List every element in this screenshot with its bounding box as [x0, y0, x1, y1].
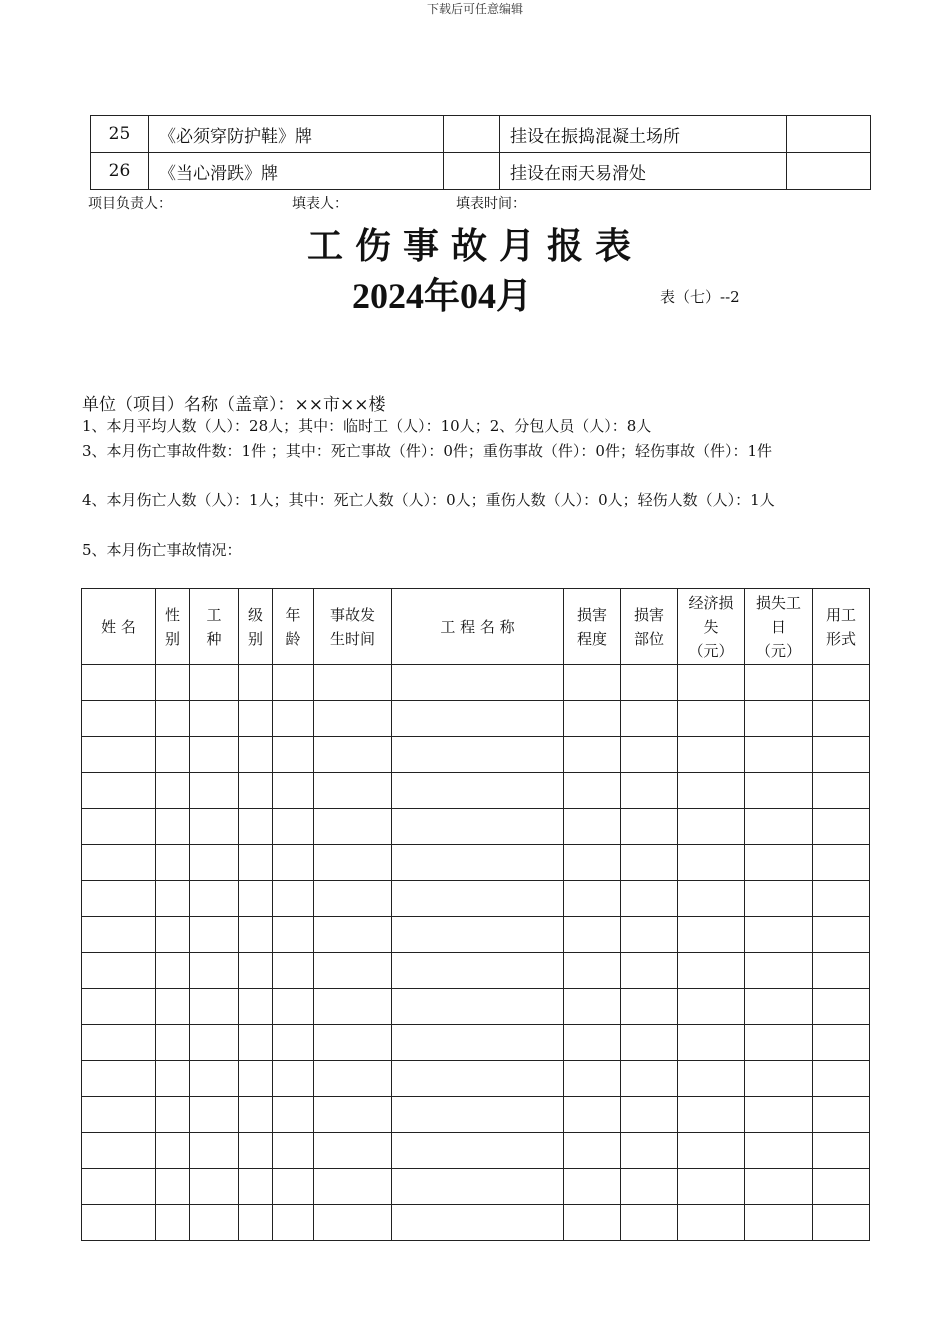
table-cell — [745, 845, 813, 881]
table-cell — [156, 1061, 190, 1097]
table-cell — [621, 737, 678, 773]
table-cell — [190, 1061, 239, 1097]
table-cell — [678, 1169, 745, 1205]
table-cell — [745, 989, 813, 1025]
table-cell — [82, 665, 156, 701]
table-cell — [314, 1061, 392, 1097]
table-cell — [621, 1169, 678, 1205]
table-cell — [82, 737, 156, 773]
table-cell — [239, 881, 273, 917]
table-cell — [745, 809, 813, 845]
table-cell — [190, 881, 239, 917]
table-cell — [678, 773, 745, 809]
table-cell — [273, 773, 314, 809]
table-cell — [564, 701, 621, 737]
accident-table — [81, 588, 870, 1241]
table-cell — [314, 737, 392, 773]
table-cell — [273, 881, 314, 917]
table-cell — [82, 1205, 156, 1241]
table-cell — [273, 737, 314, 773]
table-cell — [82, 1097, 156, 1133]
table-cell — [239, 1025, 273, 1061]
table-cell — [745, 773, 813, 809]
table-cell — [745, 737, 813, 773]
table-row — [82, 809, 870, 845]
table-cell — [239, 1169, 273, 1205]
table-cell — [392, 737, 564, 773]
table-cell — [273, 1061, 314, 1097]
sign-location: 挂设在振捣混凝土场所 — [500, 116, 787, 153]
table-cell — [813, 665, 870, 701]
table-cell — [156, 701, 190, 737]
table-cell — [392, 1097, 564, 1133]
table-cell — [273, 845, 314, 881]
info-line-2: 3、本月伤亡事故件数：1件 ；其中：死亡事故（件）：0件；重伤事故（件）：0件；轻伤事故（件）：1件 — [82, 442, 772, 460]
table-cell — [678, 953, 745, 989]
table-cell — [392, 881, 564, 917]
table-cell — [564, 737, 621, 773]
table-cell — [621, 917, 678, 953]
filler-label: 填表人： — [292, 196, 348, 212]
table-cell — [678, 665, 745, 701]
col-time: 事故发 生时间 — [314, 589, 392, 665]
table-cell — [813, 881, 870, 917]
table-cell — [621, 1061, 678, 1097]
table-cell — [156, 1097, 190, 1133]
table-cell — [678, 917, 745, 953]
table-cell — [678, 1205, 745, 1241]
table-row — [82, 845, 870, 881]
table-cell — [156, 989, 190, 1025]
table-cell — [678, 1061, 745, 1097]
table-cell — [813, 773, 870, 809]
table-cell — [314, 773, 392, 809]
table-cell — [813, 917, 870, 953]
table-cell — [564, 1169, 621, 1205]
table-cell — [314, 1169, 392, 1205]
table-row — [82, 1025, 870, 1061]
col-days: 损失工 日 （元） — [745, 589, 813, 665]
table-cell — [314, 1205, 392, 1241]
table-cell — [239, 1097, 273, 1133]
table-cell — [314, 953, 392, 989]
table-row — [82, 773, 870, 809]
table-cell — [392, 989, 564, 1025]
table-row — [82, 881, 870, 917]
table-cell — [273, 809, 314, 845]
table-row — [82, 701, 870, 737]
table-cell — [564, 989, 621, 1025]
table-cell — [239, 917, 273, 953]
table-cell — [82, 845, 156, 881]
col-project: 工 程 名 称 — [392, 589, 564, 665]
table-cell — [239, 1133, 273, 1169]
table-cell — [314, 989, 392, 1025]
table-row — [82, 1133, 870, 1169]
table-row — [91, 153, 871, 190]
table-cell — [273, 701, 314, 737]
table-cell — [239, 989, 273, 1025]
table-cell — [564, 1133, 621, 1169]
empty-cell — [444, 153, 500, 190]
table-cell — [273, 953, 314, 989]
table-cell — [392, 773, 564, 809]
table-cell — [745, 917, 813, 953]
row-number: 26 — [91, 153, 149, 190]
signage-table — [90, 115, 871, 190]
table-cell — [564, 953, 621, 989]
table-cell — [392, 845, 564, 881]
table-cell — [273, 1025, 314, 1061]
col-severity: 损害 程度 — [564, 589, 621, 665]
empty-cell — [787, 153, 871, 190]
table-row — [82, 665, 870, 701]
table-cell — [156, 1133, 190, 1169]
page-title: 工伤事故月报表 — [306, 226, 643, 267]
table-cell — [392, 953, 564, 989]
col-sex: 性 别 — [156, 589, 190, 665]
table-cell — [813, 809, 870, 845]
table-cell — [678, 1025, 745, 1061]
table-cell — [621, 881, 678, 917]
table-cell — [273, 989, 314, 1025]
table-cell — [314, 1025, 392, 1061]
table-cell — [621, 773, 678, 809]
table-cell — [273, 1133, 314, 1169]
table-cell — [678, 881, 745, 917]
table-cell — [239, 665, 273, 701]
table-cell — [564, 773, 621, 809]
table-cell — [314, 845, 392, 881]
col-grade: 级 别 — [239, 589, 273, 665]
sign-name: 《当心滑跌》牌 — [149, 153, 444, 190]
table-cell — [621, 701, 678, 737]
table-cell — [564, 665, 621, 701]
table-cell — [621, 989, 678, 1025]
table-cell — [813, 701, 870, 737]
table-cell — [239, 701, 273, 737]
table-cell — [621, 809, 678, 845]
table-cell — [239, 809, 273, 845]
table-cell — [156, 917, 190, 953]
table-cell — [678, 1133, 745, 1169]
table-cell — [745, 953, 813, 989]
table-cell — [813, 989, 870, 1025]
table-cell — [156, 1205, 190, 1241]
table-cell — [745, 1097, 813, 1133]
table-cell — [190, 917, 239, 953]
table-cell — [564, 809, 621, 845]
table-cell — [314, 665, 392, 701]
table-cell — [156, 665, 190, 701]
empty-cell — [444, 116, 500, 153]
table-cell — [621, 953, 678, 989]
table-cell — [156, 1169, 190, 1205]
table-cell — [82, 701, 156, 737]
table-cell — [190, 1133, 239, 1169]
table-cell — [190, 773, 239, 809]
table-cell — [392, 1205, 564, 1241]
table-cell — [813, 845, 870, 881]
table-cell — [745, 1205, 813, 1241]
table-cell — [314, 917, 392, 953]
table-cell — [745, 1025, 813, 1061]
table-row — [82, 737, 870, 773]
table-cell — [813, 1205, 870, 1241]
table-cell — [392, 1061, 564, 1097]
col-trade: 工 种 — [190, 589, 239, 665]
table-cell — [239, 1061, 273, 1097]
table-cell — [745, 1133, 813, 1169]
table-cell — [156, 773, 190, 809]
manager-label: 项目负责人： — [88, 196, 172, 212]
table-cell — [314, 701, 392, 737]
col-part: 损害 部位 — [621, 589, 678, 665]
header-row — [82, 589, 870, 665]
table-cell — [564, 845, 621, 881]
table-cell — [190, 1169, 239, 1205]
table-cell — [156, 845, 190, 881]
table-cell — [745, 1061, 813, 1097]
table-cell — [621, 1025, 678, 1061]
info-line-4: 5、本月伤亡事故情况： — [82, 541, 242, 559]
col-name: 姓 名 — [82, 589, 156, 665]
table-cell — [621, 1097, 678, 1133]
table-cell — [190, 1205, 239, 1241]
table-cell — [813, 1133, 870, 1169]
table-cell — [82, 989, 156, 1025]
table-cell — [273, 1205, 314, 1241]
table-cell — [239, 953, 273, 989]
sign-location: 挂设在雨天易滑处 — [500, 153, 787, 190]
sign-name: 《必须穿防护鞋》牌 — [149, 116, 444, 153]
table-cell — [678, 701, 745, 737]
table-cell — [678, 989, 745, 1025]
table-cell — [82, 1169, 156, 1205]
table-row — [82, 917, 870, 953]
table-cell — [392, 809, 564, 845]
table-cell — [273, 1097, 314, 1133]
table-cell — [190, 665, 239, 701]
table-cell — [678, 737, 745, 773]
table-cell — [314, 809, 392, 845]
table-row — [82, 1205, 870, 1241]
form-number: 表（七）--2 — [660, 288, 740, 306]
table-cell — [156, 1025, 190, 1061]
table-cell — [82, 881, 156, 917]
fill-time-label: 填表时间： — [456, 196, 526, 212]
info-line-1: 1、本月平均人数（人）：28人；其中：临时工（人）：10人；2、分包人员（人）：8人 — [82, 417, 652, 435]
table-cell — [82, 1061, 156, 1097]
table-cell — [239, 1205, 273, 1241]
table-cell — [678, 809, 745, 845]
table-cell — [678, 845, 745, 881]
table-cell — [564, 1205, 621, 1241]
table-row — [82, 1169, 870, 1205]
table-cell — [564, 917, 621, 953]
table-cell — [564, 1097, 621, 1133]
table-cell — [392, 1169, 564, 1205]
table-cell — [190, 737, 239, 773]
table-cell — [273, 917, 314, 953]
table-cell — [314, 1133, 392, 1169]
table-cell — [239, 773, 273, 809]
table-cell — [273, 665, 314, 701]
row-number: 25 — [91, 116, 149, 153]
table-row — [82, 1061, 870, 1097]
table-cell — [813, 1169, 870, 1205]
report-month: 2024年04月 — [352, 276, 533, 316]
table-cell — [564, 881, 621, 917]
table-cell — [190, 809, 239, 845]
table-cell — [190, 1025, 239, 1061]
table-cell — [621, 665, 678, 701]
table-cell — [813, 953, 870, 989]
table-cell — [745, 881, 813, 917]
table-cell — [621, 1205, 678, 1241]
table-cell — [745, 665, 813, 701]
table-cell — [813, 1025, 870, 1061]
table-cell — [156, 881, 190, 917]
table-cell — [813, 737, 870, 773]
table-cell — [392, 665, 564, 701]
table-cell — [82, 1133, 156, 1169]
table-cell — [314, 1097, 392, 1133]
table-cell — [745, 1169, 813, 1205]
table-cell — [82, 1025, 156, 1061]
table-row — [82, 1097, 870, 1133]
table-cell — [621, 1133, 678, 1169]
info-line-3: 4、本月伤亡人数（人）：1人；其中：死亡人数（人）：0人；重伤人数（人）：0人；轻伤人数（人）：1人 — [82, 491, 775, 509]
table-cell — [392, 701, 564, 737]
table-cell — [190, 953, 239, 989]
table-cell — [82, 953, 156, 989]
table-row — [82, 989, 870, 1025]
col-employ: 用工 形式 — [813, 589, 870, 665]
table-row — [91, 116, 871, 153]
table-row — [82, 953, 870, 989]
table-cell — [156, 809, 190, 845]
table-cell — [678, 1097, 745, 1133]
col-loss: 经济损 失 （元） — [678, 589, 745, 665]
col-age: 年 龄 — [273, 589, 314, 665]
table-cell — [813, 1097, 870, 1133]
table-cell — [813, 1061, 870, 1097]
table-cell — [82, 773, 156, 809]
table-cell — [156, 953, 190, 989]
header-note: 下载后可任意编辑 — [426, 2, 523, 16]
table-cell — [190, 845, 239, 881]
table-cell — [564, 1025, 621, 1061]
table-cell — [82, 917, 156, 953]
empty-cell — [787, 116, 871, 153]
table-cell — [239, 845, 273, 881]
table-cell — [314, 881, 392, 917]
table-cell — [190, 989, 239, 1025]
table-cell — [239, 737, 273, 773]
table-cell — [392, 917, 564, 953]
table-cell — [82, 809, 156, 845]
table-cell — [190, 701, 239, 737]
table-cell — [392, 1025, 564, 1061]
table-cell — [273, 1169, 314, 1205]
table-cell — [621, 845, 678, 881]
table-cell — [564, 1061, 621, 1097]
table-cell — [190, 1097, 239, 1133]
table-cell — [745, 701, 813, 737]
table-cell — [392, 1133, 564, 1169]
unit-name: 单位（项目）名称（盖章）：××市××楼 — [82, 395, 386, 415]
table-cell — [156, 737, 190, 773]
